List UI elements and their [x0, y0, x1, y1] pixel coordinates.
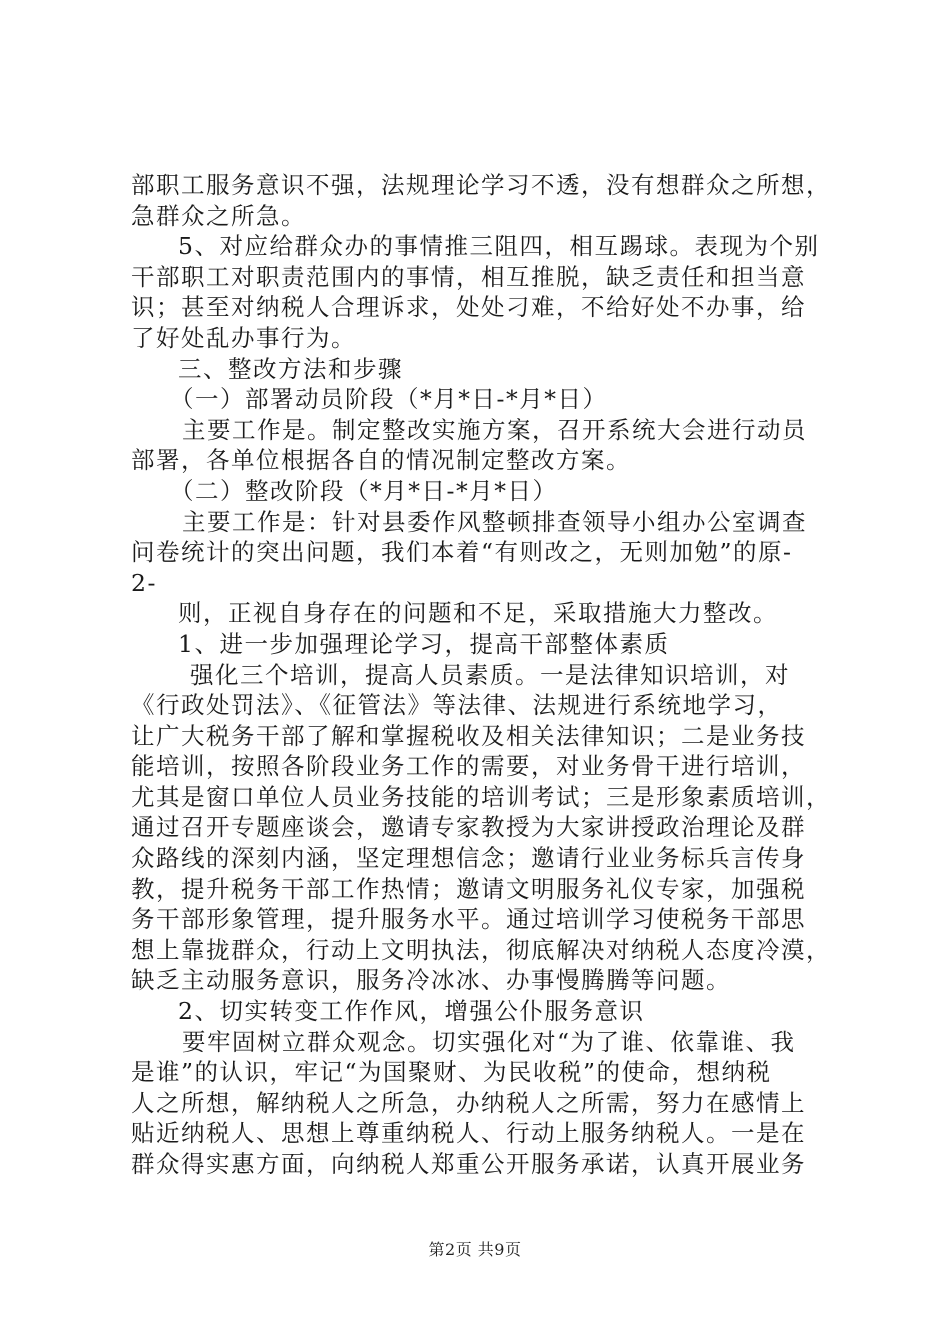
text-line: 尤其是窗口单位人员业务技能的培训考试；三是形象素质培训， — [131, 782, 831, 811]
text-line: 人之所想，解纳税人之所急，办纳税人之所需，努力在感情上 — [131, 1088, 806, 1117]
page-footer — [0, 1237, 950, 1260]
section-heading: 三、整改方法和步骤 — [178, 354, 403, 383]
text-line: 主要工作是：针对县委作风整顿排查领导小组办公室调查 — [182, 507, 807, 536]
text-line: 众路线的深刻内涵，坚定理想信念；邀请行业业务标兵言传身 — [131, 844, 806, 873]
text-line: 急群众之所急。 — [131, 201, 306, 230]
text-line: 要牢固树立群众观念。切实强化对“为了谁、依靠谁、我 — [182, 1027, 796, 1056]
text-line: 2- — [131, 568, 157, 597]
text-line: 是谁”的认识，牢记“为国聚财、为民收税”的使命，想纳税 — [131, 1058, 772, 1087]
text-line: 缺乏主动服务意识，服务冷冰冰、办事慢腾腾等问题。 — [131, 966, 731, 995]
page-number: 第2页 共9页 — [428, 1240, 522, 1259]
text-line: 让广大税务干部了解和掌握税收及相关法律知识；二是业务技 — [131, 721, 806, 750]
text-line: 了好处乱办事行为。 — [131, 323, 356, 352]
text-line: 通过召开专题座谈会，邀请专家教授为大家讲授政治理论及群 — [131, 813, 806, 842]
text-line: 群众得实惠方面，向纳税人郑重公开服务承诺，认真开展业务 — [131, 1150, 806, 1178]
text-line: 则，正视自身存在的问题和不足，采取措施大力整改。 — [178, 599, 778, 628]
text-line: 干部职工对职责范围内的事情，相互推脱，缺乏责任和担当意 — [131, 262, 806, 291]
document-body — [131, 170, 831, 1180]
text-line: 问卷统计的突出问题，我们本着“有则改之，无则加勉”的原- — [131, 538, 793, 567]
subsection-heading: 1、进一步加强理论学习，提高干部整体素质 — [178, 629, 670, 658]
subsection-heading: 2、切实转变工作作风，增强公仆服务意识 — [178, 997, 645, 1026]
text-line: 想上靠拢群众，行动上文明执法，彻底解决对纳税人态度冷漠， — [131, 935, 831, 964]
text-line: 部职工服务意识不强，法规理论学习不透，没有想群众之所想， — [131, 171, 831, 199]
subsection-heading: （一）部署动员阶段（*月*日-*月*日） — [170, 385, 608, 414]
subsection-heading: （二）整改阶段（*月*日-*月*日） — [170, 476, 558, 505]
text-line: 务干部形象管理，提升服务水平。通过培训学习使税务干部思 — [131, 905, 806, 934]
text-line: 识；甚至对纳税人合理诉求，处处刁难，不给好处不办事，给 — [131, 293, 806, 322]
text-line: 能培训，按照各阶段业务工作的需要，对业务骨干进行培训， — [131, 752, 806, 781]
text-line: 强化三个培训，提高人员素质。一是法律知识培训，对 — [190, 660, 790, 689]
text-line: 5、对应给群众办的事情推三阻四，相互踢球。表现为个别 — [178, 232, 820, 261]
text-line: 主要工作是。制定整改实施方案，召开系统大会进行动员 — [182, 415, 807, 444]
text-line: 部署，各单位根据各自的情况制定整改方案。 — [131, 446, 631, 475]
text-line: 教，提升税务干部工作热情；邀请文明服务礼仪专家，加强税 — [131, 874, 806, 903]
text-line: 贴近纳税人、思想上尊重纳税人、行动上服务纳税人。一是在 — [131, 1119, 806, 1148]
text-line: 《行政处罚法》、《征管法》等法律、法规进行系统地学习， — [131, 691, 783, 720]
